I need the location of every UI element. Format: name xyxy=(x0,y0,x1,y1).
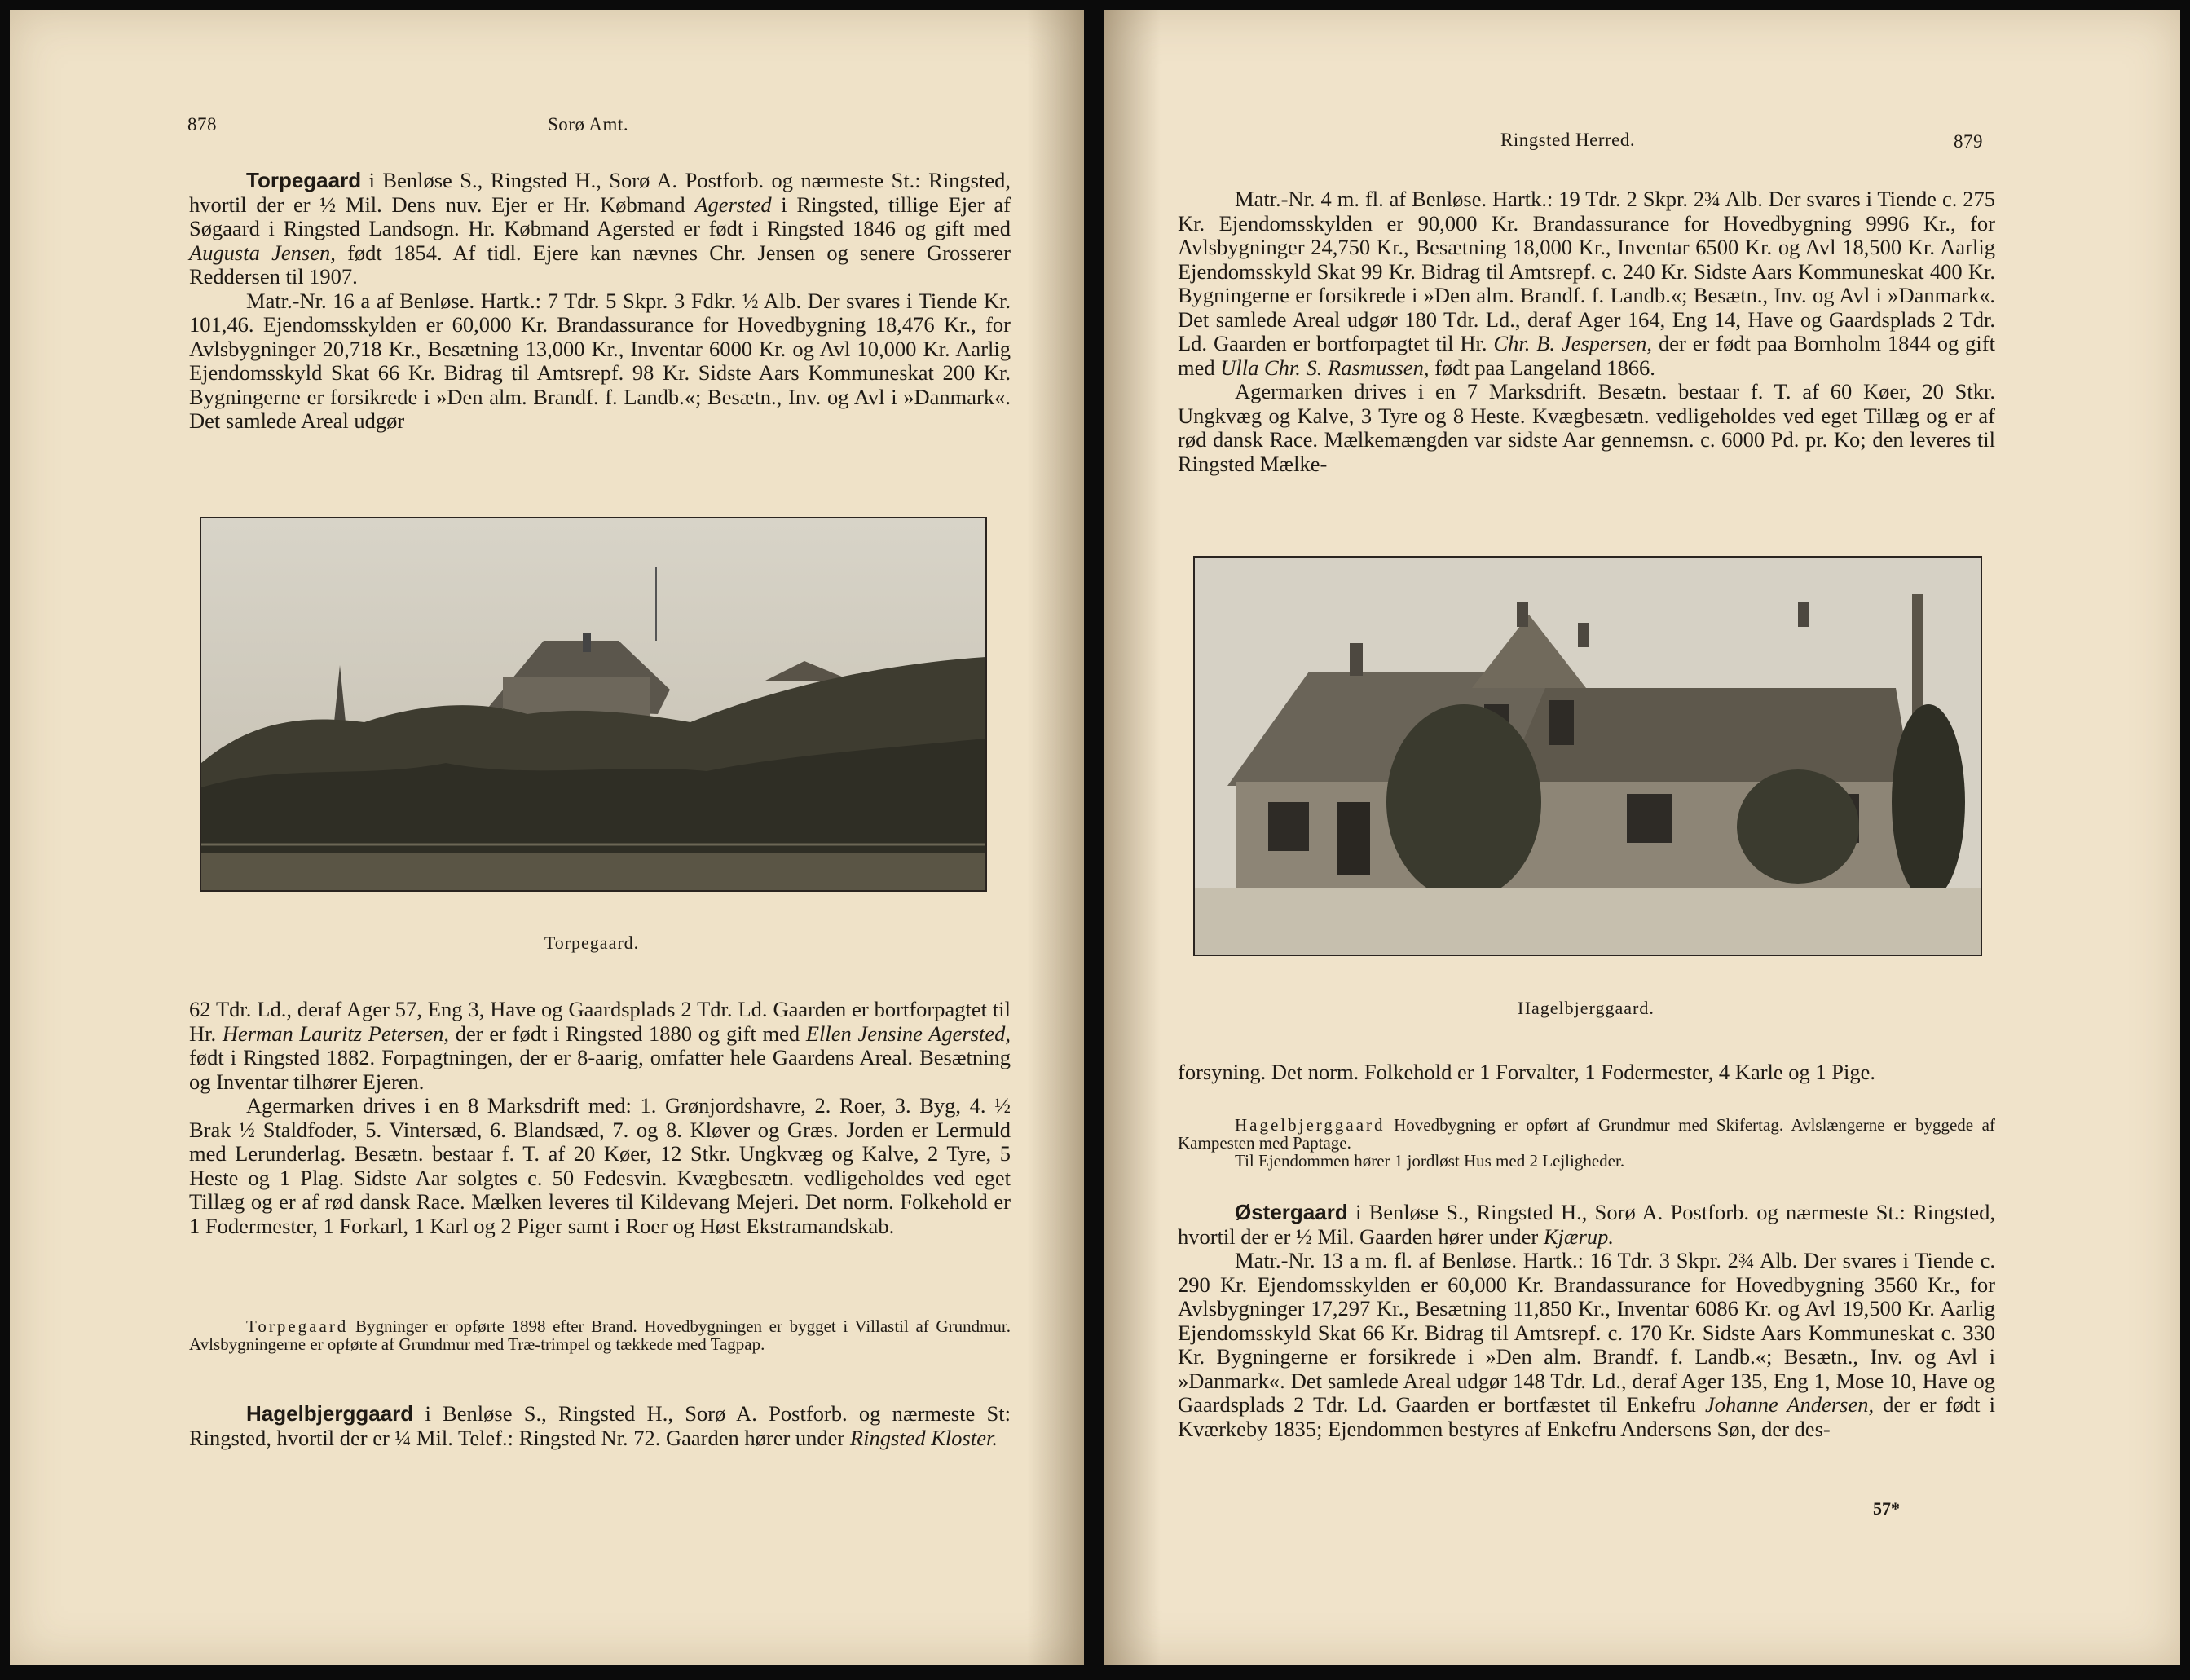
photo-caption-torpegaard: Torpegaard. xyxy=(544,933,640,953)
hagelbjerggaard-note xyxy=(1178,1116,1995,1170)
entry-text: Matr.-Nr. 4 m. fl. af Benløse. Hartk.: 19 Tdr. 2 Skpr. 2¾ Alb. Der svares i Tiende c. 275 Kr. Ejendomsskylden er 90,000 Kr. Brandassurance for Hovedbygning 9996 Kr., for Avlsbygninger 24,750 Kr., Besætning 18,000 Kr., Inventar 6500 Kr. og Avl 18,500 Kr. Aarlig Ejendomsskyld Skat 99 Kr. Bidrag til Amtsrepf. c. 240 Kr. Sidste Aars Kommuneskat 400 Kr. Bygningerne er forsikrede i »Den alm. Brandf. f. Landb.«; Besætn., Inv. og Avl i »Danmark«. Det samlede Areal udgør 180 Tdr. Ld., deraf Ager 164, Eng 14, Have og Gaardsplads 2 Tdr. Ld. Gaarden er bortforpagtet til Hr. xyxy=(1178,187,1995,355)
hagelbjerggaard-photo xyxy=(1193,556,1982,956)
note-text: Hovedbygning er opført af Grundmur med Skifertag. Avlslængerne er byggede af Kampesten med Paptage. xyxy=(1178,1115,1995,1153)
owner-name: Agersted xyxy=(694,192,772,217)
gutter-shadow xyxy=(1027,10,1084,1665)
staff-details: forsyning. Det norm. Folkehold er 1 Forvalter, 1 Fodermester, 4 Karle og 1 Pige. xyxy=(1178,1060,1876,1084)
hagelbjerggaard-after-photo xyxy=(1178,1060,1995,1085)
note-text: Til Ejendommen hører 1 jordløst Hus med 2 Lejligheder. xyxy=(1235,1151,1625,1171)
owner-wife: Augusta Jensen, xyxy=(189,240,336,265)
note-title: Torpegaard xyxy=(246,1316,349,1336)
gutter-shadow xyxy=(1104,10,1161,1665)
entry-name-ostergaard: Østergaard xyxy=(1235,1200,1348,1224)
entry-text: født i Ringsted 1882. Forpagtningen, der er 8-aarig, omfatter hele Gaardens Areal. Besætning og Inventar tilhører Ejeren. xyxy=(189,1045,1011,1094)
note-text: Bygninger er opførte 1898 efter Brand. Hovedbygningen er bygget i Villastil af Grundmur. Avlsbygningerne er opførte af Grundmur med Træ-trimpel og tækkede med Tagpap. xyxy=(189,1316,1011,1354)
entry-text: der er født i Kværkeby 1835; Ejendommen bestyres af Enkefru Andersens Søn, der des- xyxy=(1178,1392,1995,1441)
entry-text: i Benløse S., Ringsted H., Sorø A. Postforb. og nærmeste St.: Ringsted, hvortil der er ½ Mil. Dens nuv. Ejer er Hr. Købmand xyxy=(189,168,1011,217)
hagelbjerggaard-entry xyxy=(189,1402,1011,1450)
farming-details: Agermarken drives i en 8 Marksdrift med: 1. Grønjordshavre, 2. Roer, 3. Byg, 4. ½ Brak ½ Staldfoder, 5. Vintersæd, 6. Blandsæd, 7. og 8. Kløver og Græs. Jorden er Lermuld med Lerunderlag. Besætn. bestaar f. T. af 20 Køer, 12 Stkr. Ungkvæg og Kalve, 2 Tyre, 5 Heste og 1 Plag. Sidste Aar solgtes c. 50 Fedesvin. Kvægbesætn. vedligeholdes ved eget Tillæg og er af rød dansk Race. Mælken leveres til Kildevang Mejeri. Det norm. Folkehold er 1 Fodermester, 1 Forkarl, 1 Karl og 2 Piger samt i Roer og Høst Ekstramandskab. xyxy=(189,1093,1011,1238)
tenant-name: Herman Lauritz Petersen, xyxy=(222,1021,450,1046)
entry-text: født paa Langeland 1866. xyxy=(1429,355,1655,380)
running-head: Ringsted Herred. xyxy=(1500,130,1636,150)
left-page xyxy=(10,10,1084,1665)
torpegaard-entry xyxy=(189,169,1011,434)
entry-name-hagelbjerggaard: Hagelbjerggaard xyxy=(246,1401,414,1426)
running-head: Sorø Amt. xyxy=(548,114,629,134)
entry-text: 62 Tdr. Ld., deraf Ager 57, Eng 3, Have og Gaardsplads 2 Tdr. Ld. Gaarden er bortforpagtet til Hr. xyxy=(189,997,1011,1046)
tenant-name: Johanne Andersen, xyxy=(1704,1392,1875,1417)
page-number: 879 xyxy=(1954,131,1983,152)
torpegaard-continuation xyxy=(189,998,1011,1238)
entry-text: født 1854. Af tidl. Ejere kan nævnes Chr. Jensen og senere Grosserer Reddersen til 1907. xyxy=(189,240,1011,289)
entry-text: der er født paa Bornholm 1844 og gift med xyxy=(1178,331,1995,380)
farming-details: Agermarken drives i en 7 Marksdrift. Besætn. bestaar f. T. af 60 Køer, 20 Stkr. Ungkvæg og Kalve, 3 Tyre og 8 Heste. Kvægbesætn. vedligeholdes ved eget Tillæg og er af rød dansk Race. Mælkemængden var sidste Aar gennemsn. c. 6000 Pd. pr. Ko; den leveres til Ringsted Mælke- xyxy=(1178,379,1995,476)
entry-text: Matr.-Nr. 13 a m. fl. af Benløse. Hartk.: 16 Tdr. 3 Skpr. 2¾ Alb. Der svares i Tiende c. 290 Kr. Ejendomsskylden er 60,000 Kr. Brandassurance for Hovedbygning 3560 Kr., for Avlsbygninger 17,297 Kr., Besætning 11,850 Kr., Inventar 6086 Kr. og Avl 19,500 Kr. Aarlig Ejendomsskyld Skat 66 Kr. Bidrag til Amtsrepf. c. 170 Kr. Sidste Aars Kommuneskat c. 330 Kr. Bygningerne er forsikrede i »Den alm. Brandf. f. Landb.«; Besætn., Inv. og Avl i »Danmark«. Det samlede Areal udgør 148 Tdr. Ld., deraf Ager 135, Eng 1, Mose 10, Have og Gaardsplads 2 Tdr. Ld. Gaarden er bortfæstet til Enkefru xyxy=(1178,1248,1995,1417)
farmhouse-illustration xyxy=(201,518,985,890)
property-details: Matr.-Nr. 16 a af Benløse. Hartk.: 7 Tdr. 5 Skpr. 3 Fdkr. ½ Alb. Der svares i Tiende Kr. 101,46. Ejendomsskylden er 60,000 Kr. Brandassurance for Hovedbygning 18,476 Kr., for Avlsbygninger 20,718 Kr., Besætning 13,000 Kr., Inventar 6000 Kr. og Avl 10,000 Kr. Aarlig Ejendomsskyld Skat 66 Kr. Bidrag til Amtsrepf. 98 Kr. Sidste Aars Kommuneskat 200 Kr. Bygningerne er forsikrede i »Den alm. Brandf. f. Landb.«; Besætn., Inv. og Avl i »Danmark«. Det samlede Areal udgør xyxy=(189,288,1011,433)
entry-text: der er født i Ringsted 1880 og gift med xyxy=(449,1021,806,1046)
owner-estate: Kjærup. xyxy=(1543,1224,1615,1249)
owner-estate: Ringsted Kloster. xyxy=(849,1425,998,1450)
page-number: 878 xyxy=(187,114,217,134)
tenant-wife: Ulla Chr. S. Rasmussen, xyxy=(1220,355,1430,380)
entry-name-torpegaard: Torpegaard xyxy=(246,168,362,192)
hagelbjerggaard-continuation xyxy=(1178,187,1995,476)
torpegaard-photo xyxy=(200,517,987,892)
torpegaard-note xyxy=(189,1317,1011,1353)
right-page xyxy=(1104,10,2180,1665)
entry-text: i Benløse S., Ringsted H., Sorø A. Postforb. og nærmeste St.: Ringsted, hvortil der er ½ Mil. Gaarden hører under xyxy=(1178,1200,1995,1249)
tenant-wife: Ellen Jensine Agersted, xyxy=(805,1021,1011,1046)
signature-mark: 57* xyxy=(1873,1498,1900,1519)
farmhouse-illustration xyxy=(1195,558,1981,955)
ostergaard-entry xyxy=(1178,1201,1995,1441)
note-title: Hagelbjerggaard xyxy=(1235,1115,1386,1135)
photo-caption-hagelbjerggaard: Hagelbjerggaard. xyxy=(1518,998,1655,1018)
entry-text: i Ringsted, tillige Ejer af Søgaard i Ringsted Landsogn. Hr. Købmand Agersted er født i Ringsted 1846 og gift med xyxy=(189,192,1011,240)
tenant-name: Chr. B. Jespersen, xyxy=(1493,331,1653,355)
entry-text: i Benløse S., Ringsted H., Sorø A. Postforb. og nærmeste St: Ringsted, hvortil der er ¼ Mil. Telef.: Ringsted Nr. 72. Gaarden hører under xyxy=(189,1401,1011,1450)
